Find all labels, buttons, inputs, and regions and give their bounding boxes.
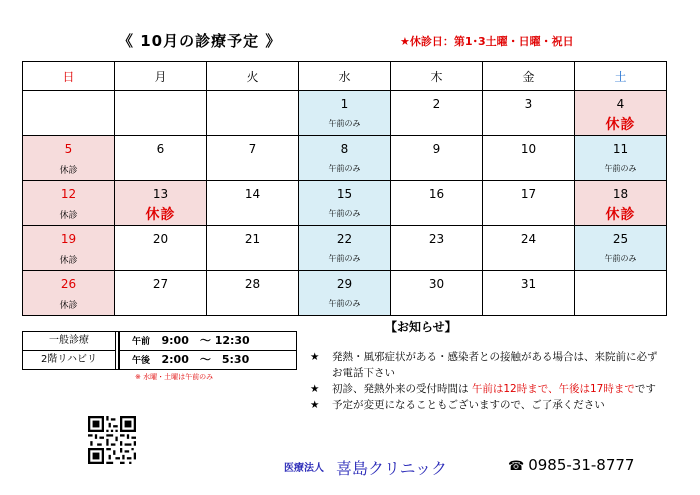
corporation-label: 医療法人: [284, 463, 324, 474]
calendar-day-cell: [23, 271, 115, 316]
qr-code-icon: [88, 415, 136, 465]
notice-item: [310, 397, 658, 413]
clinic-name-block: [284, 456, 447, 479]
day-number: 6: [156, 142, 165, 156]
calendar-day-cell: [207, 136, 299, 181]
calendar-empty-cell: [575, 271, 667, 316]
morning-only-label: 午前のみ: [328, 119, 361, 128]
calendar-day-cell: [483, 136, 575, 181]
day-number: 23: [428, 232, 445, 246]
day-number: 20: [152, 232, 169, 246]
calendar-week-row: [23, 91, 667, 136]
closed-days-note: ★休診日：第1･3土曜・日曜・祝日: [400, 35, 574, 48]
calendar-week-row: [23, 181, 667, 226]
notice-text: 予定が変更になることもございますので、ご了承ください: [332, 399, 605, 411]
day-number: 5: [64, 142, 73, 156]
weekday-sun: 日: [23, 62, 115, 91]
calendar-day-cell: [115, 136, 207, 181]
day-number: 17: [520, 187, 537, 201]
day-number: 18: [612, 187, 629, 201]
pm-label: 午後: [132, 356, 151, 366]
day-number: 1: [340, 97, 349, 111]
calendar-day-cell: [299, 91, 391, 136]
day-number: 10: [520, 142, 537, 156]
day-number: 24: [520, 232, 537, 246]
calendar-day-cell: [575, 181, 667, 226]
morning-only-label: 午前のみ: [328, 299, 361, 308]
calendar-day-cell: [299, 271, 391, 316]
calendar-week-row: [23, 136, 667, 181]
hours-time-column: [118, 332, 296, 369]
calendar-week-row: [23, 226, 667, 271]
day-number: 11: [612, 142, 629, 156]
notice-heading: 【お知らせ】: [385, 320, 457, 334]
calendar-day-cell: [299, 136, 391, 181]
calendar-day-cell: [115, 271, 207, 316]
am-label: 午前: [132, 337, 151, 347]
notice-item: [310, 349, 658, 365]
closed-label: 休診: [59, 301, 78, 311]
morning-only-label: 午前のみ: [604, 254, 637, 263]
notice-suffix: です: [634, 383, 656, 395]
day-number: 12: [60, 187, 77, 201]
day-number: 21: [244, 232, 261, 246]
notice-highlight: 午前は12時まで、午後は17時まで: [471, 383, 635, 395]
day-number: 30: [428, 277, 445, 291]
morning-only-label: 午前のみ: [328, 209, 361, 218]
closed-label: 休診: [145, 207, 176, 223]
day-number: 31: [520, 277, 537, 291]
day-number: 7: [248, 142, 257, 156]
day-number: 25: [612, 232, 629, 246]
calendar-day-cell: [207, 181, 299, 226]
day-number: 19: [60, 232, 77, 246]
calendar-day-cell: [299, 226, 391, 271]
calendar-day-cell: [483, 226, 575, 271]
weekday-fri: 金: [483, 62, 575, 91]
general-care-label: 一般診療: [23, 332, 115, 351]
day-number: 3: [524, 97, 533, 111]
day-number: 2: [432, 97, 441, 111]
day-number: 26: [60, 277, 77, 291]
weekday-header-row: [23, 62, 667, 91]
morning-only-label: 午前のみ: [328, 254, 361, 263]
calendar-day-cell: [483, 91, 575, 136]
calendar-empty-cell: [207, 91, 299, 136]
star-icon: ★: [310, 383, 320, 395]
notice-prefix: 初診、発熱外来の受付時間は: [332, 383, 472, 395]
phone-text: 0985-31-8777: [528, 456, 635, 474]
calendar-day-cell: [483, 271, 575, 316]
morning-only-label: 午前のみ: [328, 164, 361, 173]
calendar-day-cell: [207, 271, 299, 316]
closed-label: 休診: [605, 117, 636, 133]
day-number: 13: [152, 187, 169, 201]
notice-list: [310, 349, 658, 413]
clinic-name: 喜島クリニック: [336, 459, 448, 478]
weekday-wed: 水: [299, 62, 391, 91]
calendar-day-cell: [115, 181, 207, 226]
day-number: 27: [152, 277, 169, 291]
calendar-day-cell: [115, 226, 207, 271]
calendar-day-cell: [575, 226, 667, 271]
day-number: 28: [244, 277, 261, 291]
calendar-day-cell: [391, 91, 483, 136]
notice-item: [310, 381, 658, 397]
closed-label: 休診: [59, 211, 78, 221]
day-number: 29: [336, 277, 353, 291]
calendar-day-cell: [207, 226, 299, 271]
day-number: 15: [336, 187, 353, 201]
calendar-day-cell: [575, 136, 667, 181]
clinic-hours-box: [22, 331, 297, 370]
calendar-day-cell: [23, 136, 115, 181]
page-title: 《 10月の診療予定 》: [118, 32, 282, 50]
weekday-thu: 木: [391, 62, 483, 91]
rehab-label: 2階リハビリ: [40, 354, 98, 365]
closed-label: 休診: [605, 207, 636, 223]
morning-only-label: 午前のみ: [604, 164, 637, 173]
calendar-day-cell: [391, 271, 483, 316]
calendar-day-cell: [299, 181, 391, 226]
closed-label: 休診: [59, 166, 78, 176]
pm-hours-row: [120, 351, 296, 369]
day-number: 9: [432, 142, 441, 156]
calendar-week-row: [23, 271, 667, 316]
am-hours-row: [120, 332, 296, 351]
calendar-day-cell: [483, 181, 575, 226]
notice-text-cont: お電話下さい: [332, 367, 395, 379]
calendar-table: [22, 61, 667, 316]
calendar-empty-cell: [115, 91, 207, 136]
hours-note: ※ 水曜・土曜は午前のみ: [135, 373, 214, 381]
calendar-day-cell: [23, 181, 115, 226]
star-icon: ★: [310, 351, 320, 363]
weekday-mon: 月: [115, 62, 207, 91]
phone-icon: ☎: [508, 459, 525, 474]
calendar-empty-cell: [23, 91, 115, 136]
closed-label: 休診: [59, 256, 78, 266]
calendar-day-cell: [391, 136, 483, 181]
day-number: 22: [336, 232, 353, 246]
pm-time: 2:00 ～ 5:30: [161, 353, 250, 366]
notice-text: 発熱・風邪症状がある・感染者との接触がある場合は、来院前に必ず: [332, 351, 658, 363]
day-number: 14: [244, 187, 261, 201]
day-number: 4: [616, 97, 625, 111]
weekday-sat: 土: [575, 62, 667, 91]
calendar-day-cell: [23, 226, 115, 271]
weekday-tue: 火: [207, 62, 299, 91]
phone-number: [508, 456, 634, 474]
hours-category-column: [23, 332, 116, 369]
calendar-day-cell: [575, 91, 667, 136]
calendar-day-cell: [391, 226, 483, 271]
notice-text: [332, 381, 656, 397]
day-number: 16: [428, 187, 445, 201]
star-icon: ★: [310, 399, 320, 411]
calendar-day-cell: [391, 181, 483, 226]
am-time: 9:00 ～ 12:30: [161, 334, 250, 347]
day-number: 8: [340, 142, 349, 156]
